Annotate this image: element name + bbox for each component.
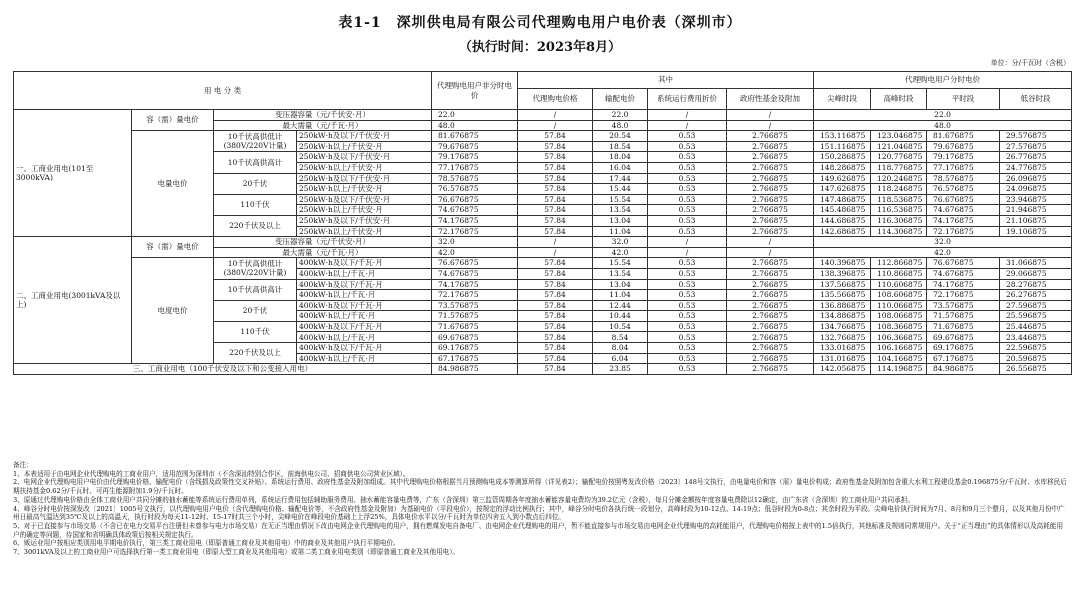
energy-label: 电量电价 [132,131,214,237]
tier-label: 400kW·h及以下/千瓦·月 [297,321,432,332]
header-low: 低谷时段 [1000,89,1072,110]
price-cell: 57.84 [518,311,593,322]
price-cell: 106.166875 [871,343,927,354]
price-cell: 104.166875 [871,353,927,364]
price-cell: 2.766875 [727,300,814,311]
price-cell: 71.676875 [432,321,518,332]
note-line: 2、电网企业代理购电用户电价由代理购电价格、输配电价（含线损及政策性交叉补贴）、系统运行费用、政府性基金及附加组成。其中代理购电价格根据当月预测购电成本等测算所得（详见表2）；输配电价按照粤发改价格〔2023〕148号文执行，由电量电价和容（需）量电价构成；政府性基金及附加包含重大水利工程建设基金0.196875分/千瓦时、水库移民后期扶持基金0.62分/千瓦时、可再生能源附加1.9分/千瓦时。 [13,478,1067,496]
price-cell: 79.676875 [432,141,518,152]
price-cell: 110.606875 [871,279,927,290]
price-cell: 137.566875 [814,279,871,290]
price-cell: 147.626875 [814,184,871,195]
capacity-label: 容（需）量电价 [132,237,214,258]
capacity-value: / [727,237,814,248]
price-cell: 2.766875 [727,194,814,205]
price-cell: 27.576875 [1000,141,1072,152]
price-cell: 149.626875 [814,173,871,184]
note-line: 4、峰谷分时电价按深发改〔2021〕1005号文执行，以代理购电用户电价（含代理购电价格、输配电价等，不含政府性基金及附加）为基础电价（平段电价），按规定的浮动比例执行；其中，峰谷分时电价各执行统一段划分，高峰时段为10-12点、14-19点；低谷时段为0-8点；其余时段为平段。尖峰电价执行时间为7月、8月和9月三个整月，以及其他月份中广州日最高气温达到35℃及以上的高温天，执行时段为每天11-12时、15-17时共三个小时，尖峰电价在峰段电价基础上上浮25%，具体电价水平以分/千瓦时为单位四舍五入到小数点后四位。 [13,504,1065,522]
price-cell: 10.44 [593,311,648,322]
price-cell: 12.44 [593,300,648,311]
price-cell: 15.44 [593,184,648,195]
capacity-value: 48.0 [432,120,518,131]
price-cell: 16.04 [593,162,648,173]
third-label: 三、工商业用电（100千伏安及以下和公变接入用电） [14,364,432,375]
price-cell: 2.766875 [727,215,814,226]
capacity-value: 42.0 [593,247,648,258]
price-table [13,71,1072,375]
header-tou: 代理购电用户分时电价 [814,72,1072,89]
capacity-value: / [518,237,593,248]
price-cell: 15.54 [593,258,648,269]
tier-label: 250kW·h及以下/千伏安·月 [297,152,432,163]
voltage-group-label: 220千伏及以上 [214,215,297,236]
energy-label: 电度电价 [132,258,214,364]
price-cell: 76.576875 [927,184,1000,195]
price-cell: 2.766875 [727,311,814,322]
capacity-value: / [518,247,593,258]
capacity-value: 32.0 [593,237,648,248]
capacity-value: / [648,110,727,121]
price-cell: 151.116875 [814,141,871,152]
price-row [14,258,1072,269]
price-cell: 108.606875 [871,290,927,301]
price-cell: 142.686875 [814,226,871,237]
tier-label: 400kW·h以上/千瓦·月 [297,353,432,364]
capacity-row [14,237,1072,248]
price-cell: 134.766875 [814,321,871,332]
price-cell: 140.396875 [814,258,871,269]
header-gov-fund: 政府性基金及附加 [727,89,814,110]
price-cell: 0.53 [648,141,727,152]
section-label: 二、工商业用电(3001kVA及以上) [14,237,132,364]
price-cell: 74.676875 [432,268,518,279]
price-cell: 8.04 [593,343,648,354]
price-cell: 0.53 [648,364,727,375]
price-cell: 0.53 [648,131,727,142]
price-cell: 24.096875 [1000,184,1072,195]
price-cell: 57.84 [518,141,593,152]
price-cell: 57.84 [518,300,593,311]
voltage-group-label: 110千伏 [214,194,297,215]
capacity-row [14,110,1072,121]
price-cell: 21.106875 [1000,215,1072,226]
price-cell: 57.84 [518,258,593,269]
capacity-value: / [648,237,727,248]
price-cell: 76.676875 [927,258,1000,269]
price-cell: 26.276875 [1000,290,1072,301]
capacity-value: 48.0 [593,120,648,131]
price-cell: 79.176875 [927,152,1000,163]
price-cell: 79.176875 [432,152,518,163]
capacity-item-label: 变压器容量（元/千伏安·月） [214,110,432,121]
header-agent-buy: 代理购电价格 [518,89,593,110]
voltage-group-label: 10千伏高供低计(380V/220V计量) [214,258,297,279]
note-line: 3、原通过代理购电价格由全体工商业用户共同分摊的抽水蓄能等系统运行费用单列，系统运行费用包括辅助服务费用、抽水蓄能容量电费等，广东（含深圳）第三监管周期各年度抽水蓄能容量电费均为39.2亿元（含税），每月分摊金额按年度容量电费除以12确定，由广东省（含深圳）的工商业用户共同承担。 [13,495,914,504]
capacity-value: / [648,120,727,131]
price-cell: 2.766875 [727,332,814,343]
price-cell: 108.066875 [871,311,927,322]
price-cell: 2.766875 [727,321,814,332]
price-cell: 73.576875 [432,300,518,311]
price-cell: 118.776875 [871,162,927,173]
price-cell: 25.596875 [1000,311,1072,322]
price-cell: 13.04 [593,279,648,290]
price-cell: 84.986875 [432,364,518,375]
price-cell: 145.486875 [814,205,871,216]
price-cell: 2.766875 [727,173,814,184]
header-system-run: 系统运行费用折价 [648,89,727,110]
price-cell: 57.84 [518,205,593,216]
capacity-tou-value: 32.0 [814,237,1072,248]
price-cell: 0.53 [648,321,727,332]
price-cell: 79.676875 [927,141,1000,152]
price-cell: 57.84 [518,268,593,279]
price-cell: 69.176875 [432,343,518,354]
price-cell: 57.84 [518,131,593,142]
price-cell: 69.676875 [432,332,518,343]
price-cell: 57.84 [518,184,593,195]
price-row-third [14,364,1072,375]
price-cell: 19.106875 [1000,226,1072,237]
price-cell: 57.84 [518,194,593,205]
price-cell: 23.946875 [1000,194,1072,205]
price-cell: 57.84 [518,353,593,364]
price-cell: 0.53 [648,353,727,364]
price-cell: 74.176875 [432,279,518,290]
price-cell: 144.686875 [814,215,871,226]
voltage-group-label: 110千伏 [214,321,297,342]
price-cell: 57.84 [518,215,593,226]
price-cell: 2.766875 [727,268,814,279]
tier-label: 250kW·h以上/千伏安·月 [297,141,432,152]
price-cell: 2.766875 [727,279,814,290]
price-cell: 2.766875 [727,184,814,195]
price-cell: 0.53 [648,173,727,184]
price-cell: 131.016875 [814,353,871,364]
capacity-value: / [518,120,593,131]
price-cell: 25.446875 [1000,321,1072,332]
price-cell: 67.176875 [432,353,518,364]
price-cell: 57.84 [518,321,593,332]
price-cell: 120.776875 [871,152,927,163]
price-cell: 0.53 [648,226,727,237]
price-cell: 57.84 [518,226,593,237]
capacity-item-label: 最大需量（元/千瓦·月） [214,247,432,258]
price-cell: 57.84 [518,364,593,375]
price-cell: 11.04 [593,290,648,301]
header-agent-price: 代理购电用户非分时电价 [432,72,518,110]
price-cell: 0.53 [648,343,727,354]
tier-label: 250kW·h及以下/千伏安·月 [297,173,432,184]
price-cell: 57.84 [518,162,593,173]
price-cell: 134.886875 [814,311,871,322]
price-cell: 27.596875 [1000,300,1072,311]
price-cell: 121.046875 [871,141,927,152]
price-cell: 31.066875 [1000,258,1072,269]
price-cell: 23.446875 [1000,332,1072,343]
price-cell: 15.54 [593,194,648,205]
price-cell: 2.766875 [727,152,814,163]
price-cell: 74.176875 [927,279,1000,290]
capacity-tou-value: 42.0 [814,247,1072,258]
price-cell: 67.176875 [927,353,1000,364]
price-cell: 26.096875 [1000,173,1072,184]
price-cell: 2.766875 [727,290,814,301]
price-cell: 20.54 [593,131,648,142]
capacity-item-label: 最大需量（元/千瓦·月） [214,120,432,131]
tier-label: 250kW·h及以下/千伏安·月 [297,194,432,205]
price-cell: 2.766875 [727,343,814,354]
price-cell: 13.54 [593,205,648,216]
capacity-value: 42.0 [432,247,518,258]
price-cell: 72.176875 [432,226,518,237]
price-cell: 29.576875 [1000,131,1072,142]
price-cell: 8.54 [593,332,648,343]
price-cell: 133.016875 [814,343,871,354]
voltage-group-label: 220千伏及以上 [214,343,297,364]
header-peak: 尖峰时段 [814,89,871,110]
price-cell: 0.53 [648,215,727,226]
price-cell: 13.04 [593,215,648,226]
price-cell: 0.53 [648,279,727,290]
capacity-tou-value: 48.0 [814,120,1072,131]
price-cell: 74.176875 [432,215,518,226]
price-cell: 74.176875 [927,215,1000,226]
price-cell: 24.776875 [1000,162,1072,173]
price-cell: 57.84 [518,152,593,163]
price-cell: 77.176875 [432,162,518,173]
tier-label: 400kW·h及以下/千瓦·月 [297,279,432,290]
price-cell: 71.576875 [927,311,1000,322]
price-cell: 0.53 [648,290,727,301]
price-cell: 0.53 [648,258,727,269]
price-cell: 57.84 [518,343,593,354]
price-cell: 148.286875 [814,162,871,173]
header-high: 高峰时段 [871,89,927,110]
price-cell: 23.85 [593,364,648,375]
price-cell: 21.946875 [1000,205,1072,216]
unit-note: 单位：分/千瓦时（含税） [990,59,1070,67]
note-line: 6、贩运业用户按相应类别用电平期电价执行，第三类工商业用电（即原普通工商业及其他用电）中的商业及其他用户执行平期电价。 [13,539,400,548]
header-transmission: 输配电价 [593,89,648,110]
tier-label: 400kW·h以上/千瓦·月 [297,332,432,343]
price-cell: 74.676875 [927,205,1000,216]
capacity-label: 容（需）量电价 [132,110,214,131]
price-cell: 116.306875 [871,215,927,226]
price-cell: 78.576875 [927,173,1000,184]
note-line: 1、本表适用于由电网企业代理购电的工商业用户，适用范围为深圳市（不含深汕特别合作区，前海供电公司、招商供电公司营业区域）。 [13,469,410,478]
price-cell: 114.306875 [871,226,927,237]
price-cell: 0.53 [648,162,727,173]
price-cell: 114.196875 [871,364,927,375]
price-cell: 142.056875 [814,364,871,375]
price-cell: 110.066875 [871,300,927,311]
price-cell: 110.866875 [871,268,927,279]
tier-label: 400kW·h及以下/千瓦·月 [297,300,432,311]
price-cell: 76.676875 [927,194,1000,205]
price-cell: 28.276875 [1000,279,1072,290]
tier-label: 250kW·h以上/千伏安·月 [297,184,432,195]
section-label: 一、工商业用电(101至3000kVA) [14,110,132,237]
price-cell: 72.176875 [927,290,1000,301]
price-cell: 72.176875 [432,290,518,301]
price-cell: 120.246875 [871,173,927,184]
price-cell: 10.54 [593,321,648,332]
price-cell: 73.576875 [927,300,1000,311]
capacity-value: / [727,110,814,121]
price-cell: 18.04 [593,152,648,163]
price-cell: 78.576875 [432,173,518,184]
header-category: 用 电 分 类 [14,72,432,110]
price-cell: 0.53 [648,194,727,205]
header-row [14,72,1072,89]
header-flat: 平时段 [927,89,1000,110]
tier-label: 400kW·h以上/千瓦·月 [297,268,432,279]
page-subtitle: （执行时间：2023年8月） [458,40,622,55]
capacity-value: / [727,247,814,258]
price-cell: 118.246875 [871,184,927,195]
price-cell: 2.766875 [727,162,814,173]
price-cell: 76.676875 [432,258,518,269]
price-cell: 6.04 [593,353,648,364]
voltage-group-label: 10千伏高供高计 [214,152,297,173]
capacity-value: / [518,110,593,121]
price-cell: 0.53 [648,332,727,343]
note-line: 5、对于已直接参与市场交易（不含已在电力交易平台注册但未曾参与电力市场交易）在无正当理由情况下改由电网企业代理购电的用户，拥有燃煤发电自备电厂、由电网企业代理购电的用户，暂不能直接参与市场交易由电网企业代理购电的高耗能用户，代理购电价格按上表中的1.5倍执行，其他标准及规则同常规用户。关于“正当理由”的具体情形以及高耗能用户的确定等问题，待国家和省明确具体政策后按相关规定执行。 [13,521,1064,539]
price-cell: 29.066875 [1000,268,1072,279]
price-cell: 0.53 [648,184,727,195]
price-cell: 135.566875 [814,290,871,301]
tier-label: 400kW·h及以下/千瓦·月 [297,343,432,354]
price-cell: 72.176875 [927,226,1000,237]
capacity-tou-value: 22.0 [814,110,1072,121]
price-cell: 132.766875 [814,332,871,343]
voltage-group-label: 10千伏高供低计(380V/220V计量) [214,131,297,152]
tier-label: 250kW·h及以下/千伏安·月 [297,131,432,142]
price-cell: 76.676875 [432,194,518,205]
price-cell: 108.366875 [871,321,927,332]
price-cell: 77.176875 [927,162,1000,173]
price-cell: 17.44 [593,173,648,184]
price-cell: 84.986875 [927,364,1000,375]
price-cell: 2.766875 [727,205,814,216]
capacity-value: 22.0 [432,110,518,121]
price-cell: 2.766875 [727,141,814,152]
price-cell: 2.766875 [727,226,814,237]
capacity-value: 22.0 [593,110,648,121]
tier-label: 250kW·h以上/千伏安·月 [297,205,432,216]
price-cell: 81.676875 [432,131,518,142]
tier-label: 250kW·h及以下/千伏安·月 [297,215,432,226]
price-cell: 18.54 [593,141,648,152]
capacity-item-label: 变压器容量（元/千伏安·月） [214,237,432,248]
price-cell: 71.576875 [432,311,518,322]
price-cell: 57.84 [518,173,593,184]
price-cell: 26.556875 [1000,364,1072,375]
price-cell: 138.396875 [814,268,871,279]
price-cell: 2.766875 [727,353,814,364]
voltage-group-label: 20千伏 [214,173,297,194]
price-cell: 0.53 [648,300,727,311]
capacity-value: / [727,120,814,131]
price-cell: 57.84 [518,290,593,301]
price-cell: 74.676875 [927,268,1000,279]
price-row [14,131,1072,142]
price-cell: 13.54 [593,268,648,279]
price-cell: 147.486875 [814,194,871,205]
price-cell: 69.176875 [927,343,1000,354]
capacity-value: / [648,247,727,258]
header-of-which: 其中 [518,72,814,89]
tier-label: 250kW·h以上/千伏安·月 [297,162,432,173]
note-line: 备注： [13,461,33,469]
price-cell: 118.536875 [871,194,927,205]
price-cell: 150.286875 [814,152,871,163]
price-cell: 20.596875 [1000,353,1072,364]
voltage-group-label: 20千伏 [214,300,297,321]
price-cell: 112.866875 [871,258,927,269]
price-cell: 0.53 [648,152,727,163]
price-cell: 22.596875 [1000,343,1072,354]
price-cell: 136.886875 [814,300,871,311]
price-cell: 123.046875 [871,131,927,142]
price-cell: 2.766875 [727,258,814,269]
price-cell: 76.576875 [432,184,518,195]
price-cell: 57.84 [518,279,593,290]
tier-label: 400kW·h以上/千瓦·月 [297,311,432,322]
price-cell: 81.676875 [927,131,1000,142]
notes [13,461,1069,557]
price-cell: 106.366875 [871,332,927,343]
price-cell: 57.84 [518,332,593,343]
price-cell: 11.04 [593,226,648,237]
note-line: 7、3001kVA及以上的工商业用户可选择执行第一类工商业用电（即原大型工商业及其他用电）或第二类工商业用电类别（即原普通工商业及其他用电）。 [13,548,460,557]
price-cell: 69.676875 [927,332,1000,343]
price-cell: 116.536875 [871,205,927,216]
price-cell: 0.53 [648,268,727,279]
price-cell: 71.676875 [927,321,1000,332]
price-cell: 2.766875 [727,131,814,142]
price-cell: 2.766875 [727,364,814,375]
page-title: 表1-1 深圳供电局有限公司代理购电用户电价表（深圳市） [338,15,742,31]
price-cell: 26.776875 [1000,152,1072,163]
tier-label: 250kW·h以上/千伏安·月 [297,226,432,237]
price-cell: 153.116875 [814,131,871,142]
price-cell: 0.53 [648,205,727,216]
capacity-value: 32.0 [432,237,518,248]
tier-label: 400kW·h及以下/千瓦·月 [297,258,432,269]
voltage-group-label: 10千伏高供高计 [214,279,297,300]
price-cell: 0.53 [648,311,727,322]
price-cell: 74.676875 [432,205,518,216]
tier-label: 400kW·h以上/千瓦·月 [297,290,432,301]
